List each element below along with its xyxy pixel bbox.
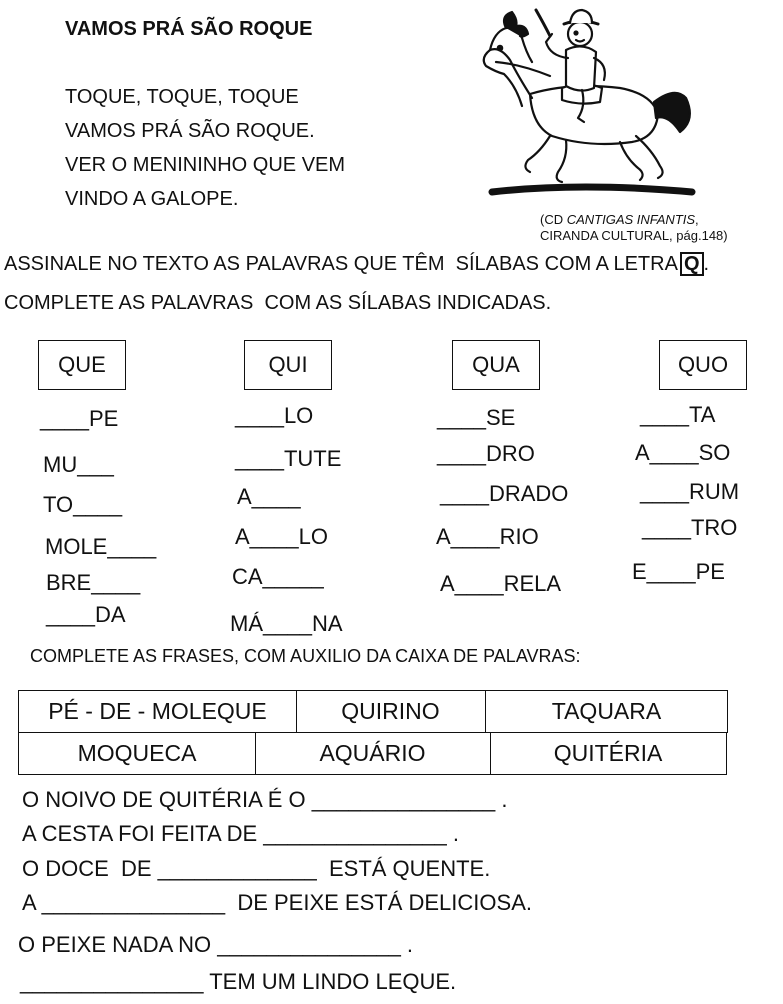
source-credit: [540, 212, 728, 244]
syllable-box-qui: QUI: [244, 340, 332, 390]
wordbox-cell: TAQUARA: [485, 690, 728, 733]
word-que-4: MOLE____: [45, 534, 157, 559]
sentence-1: O NOIVO DE QUITÉRIA É O _______________ .: [22, 787, 508, 812]
poem-line: TOQUE, TOQUE, TOQUE: [65, 86, 299, 108]
word-qui-2: ____TUTE: [235, 446, 342, 471]
instruction-mark-words: [4, 252, 709, 276]
instruction-text: ASSINALE NO TEXTO AS PALAVRAS QUE TÊM SÍLABAS COM A LETRA: [4, 253, 678, 275]
wordbox-cell: AQUÁRIO: [255, 733, 491, 775]
credit-album: CANTIGAS INFANTIS: [566, 212, 696, 227]
word-quo-1: ____TA: [640, 402, 716, 427]
poem-stanza: [65, 80, 345, 216]
sentence-2: A CESTA FOI FEITA DE _______________ .: [22, 821, 459, 846]
word-quo-3: ____RUM: [640, 479, 740, 504]
word-que-5: BRE____: [46, 570, 141, 595]
word-que-3: TO____: [43, 492, 123, 517]
word-quo-2: A____SO: [635, 440, 731, 465]
word-quo-5: E____PE: [632, 559, 725, 584]
word-qui-1: ____LO: [235, 403, 314, 428]
instruction-end: .: [703, 253, 710, 275]
sentence-5: O PEIXE NADA NO _______________ .: [18, 932, 414, 957]
word-qui-4: A____LO: [235, 524, 328, 549]
letter-q-box: Q: [680, 252, 704, 276]
syllable-box-que: QUE: [38, 340, 126, 390]
poem-title: VAMOS PRÁ SÃO ROQUE: [65, 18, 313, 40]
word-qua-1: ____SE: [437, 405, 516, 430]
instruction-sentences: COMPLETE AS FRASES, COM AUXILIO DA CAIXA DE PALAVRAS:: [30, 646, 581, 666]
word-qui-5: CA_____: [232, 564, 324, 589]
word-que-6: ____DA: [46, 602, 126, 627]
word-que-2: MU___: [43, 452, 114, 477]
word-qua-2: ____DRO: [437, 441, 535, 466]
poem-line: VER O MENININHO QUE VEM: [65, 154, 346, 176]
boy-on-horse-icon: [470, 2, 700, 202]
word-qua-4: A____RIO: [436, 524, 539, 549]
credit-line2: CIRANDA CULTURAL, pág.148): [540, 228, 728, 243]
wordbox-cell: PÉ - DE - MOLEQUE: [18, 690, 297, 733]
wordbox-cell: QUIRINO: [296, 690, 486, 733]
sentence-6: _______________ TEM UM LINDO LEQUE.: [20, 969, 457, 994]
word-qua-5: A____RELA: [440, 571, 562, 596]
word-qui-6: MÁ____NA: [230, 611, 343, 636]
word-qui-3: A____: [237, 484, 301, 509]
word-qua-3: ____DRADO: [440, 481, 569, 506]
wordbox-cell: MOQUECA: [18, 733, 256, 775]
instruction-complete-words: COMPLETE AS PALAVRAS COM AS SÍLABAS INDICADAS.: [4, 292, 552, 314]
poem-line: VINDO A GALOPE.: [65, 188, 239, 210]
sentence-4: A _______________ DE PEIXE ESTÁ DELICIOSA.: [22, 890, 532, 915]
wordbox-cell: QUITÉRIA: [490, 733, 727, 775]
sentence-3: O DOCE DE _____________ ESTÁ QUENTE.: [22, 856, 491, 881]
word-quo-4: ____TRO: [642, 515, 738, 540]
credit-suffix: ,: [695, 212, 699, 227]
syllable-box-quo: QUO: [659, 340, 747, 390]
syllable-box-qua: QUA: [452, 340, 540, 390]
word-que-1: ____PE: [40, 406, 119, 431]
poem-line: VAMOS PRÁ SÃO ROQUE.: [65, 120, 315, 142]
credit-prefix: (CD: [540, 212, 567, 227]
